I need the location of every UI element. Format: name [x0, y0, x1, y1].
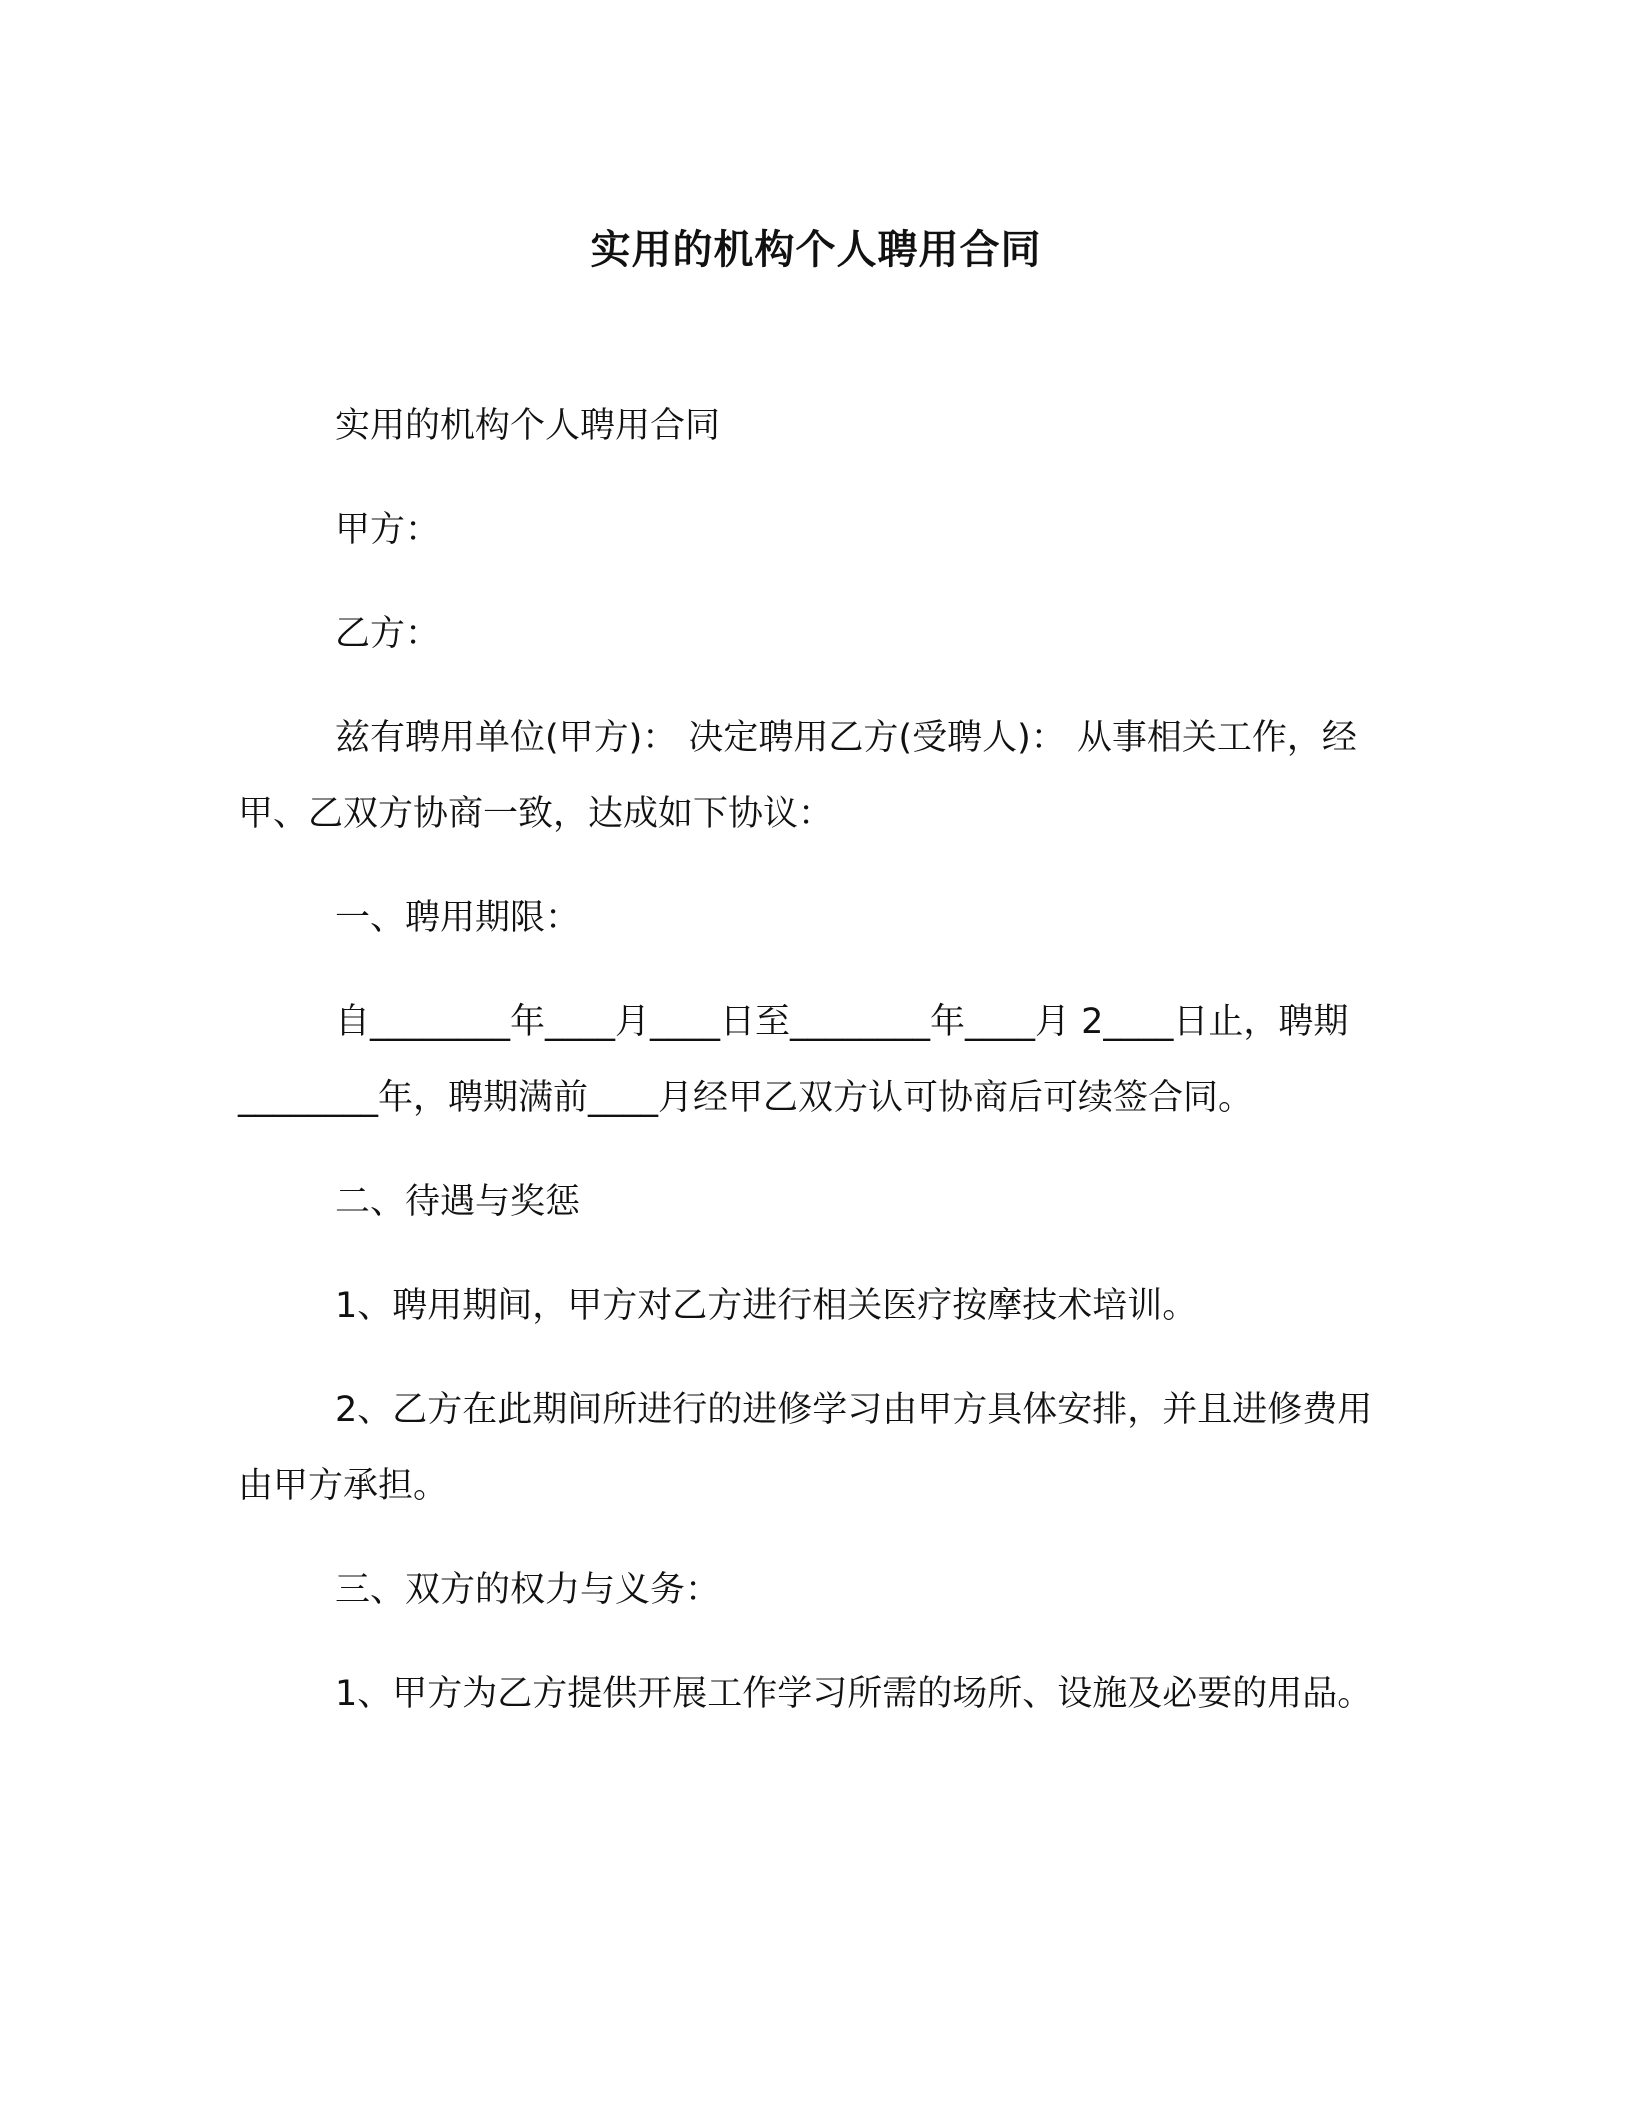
- document-title: 实用的机构个人聘用合同: [590, 227, 1042, 273]
- paragraph-party-b: 乙方：: [335, 614, 441, 654]
- paragraph-benefits-2: 2、乙方在此期间所进行的进修学习由甲方具体安排，并且进修费用由甲方承担。: [238, 1390, 1373, 1506]
- section-heading-rights: 三、双方的权力与义务：: [335, 1570, 721, 1610]
- paragraph-rights-1: 1、甲方为乙方提供开展工作学习所需的场所、设施及必要的用品。: [335, 1674, 1373, 1714]
- paragraph-term-dates: 自________年____月____日至________年____月 2____日止，聘期________年，聘期满前____月经甲乙双方认可协商后可续签合同。: [238, 1002, 1349, 1118]
- document-body: [238, 388, 1398, 1760]
- paragraph-benefits-1: 1、聘用期间，甲方对乙方进行相关医疗按摩技术培训。: [335, 1286, 1198, 1326]
- paragraph-subtitle: 实用的机构个人聘用合同: [335, 406, 721, 446]
- section-heading-term: 一、聘用期限：: [335, 898, 581, 938]
- section-heading-benefits: 二、待遇与奖惩: [335, 1182, 581, 1222]
- paragraph-preamble: 兹有聘用单位(甲方)： 决定聘用乙方(受聘人)： 从事相关工作，经甲、乙双方协商一致，达成如下协议：: [238, 718, 1357, 834]
- paragraph-party-a: 甲方：: [335, 510, 441, 550]
